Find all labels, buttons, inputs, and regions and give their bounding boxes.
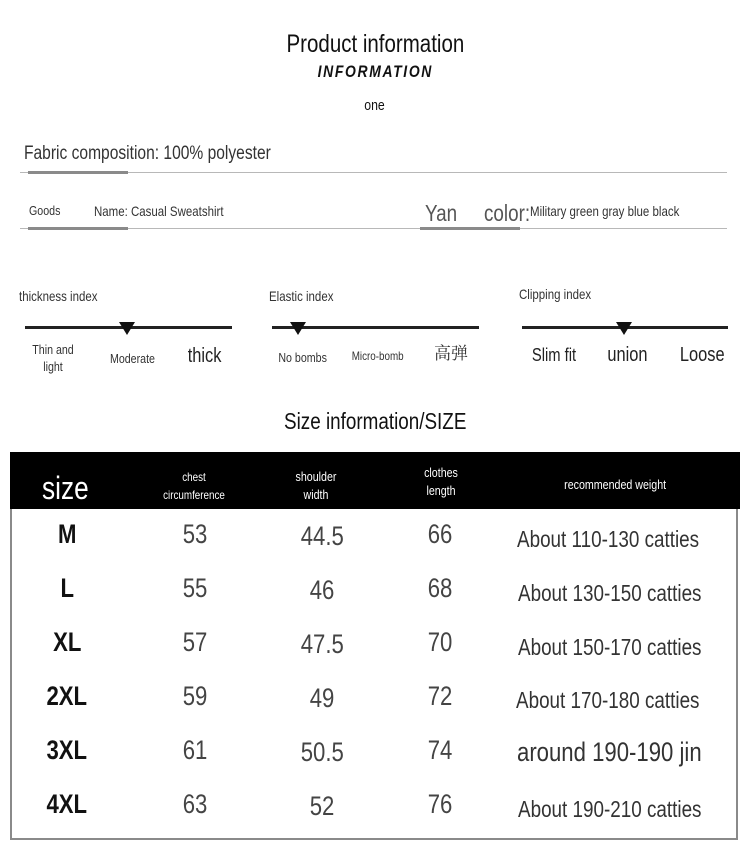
elastic-option: Micro-bomb: [352, 349, 404, 363]
elastic-marker-icon: [290, 322, 306, 335]
clipping-option: Slim fit: [531, 345, 577, 365]
page-subtitle: INFORMATION: [317, 62, 433, 81]
header-weight: recommended weight: [564, 477, 666, 492]
elastic-option: 高弹: [434, 344, 468, 363]
table-row-shoulder: 46: [309, 575, 335, 605]
section-number: one: [364, 97, 386, 114]
table-row-chest: 59: [182, 681, 208, 711]
table-row-weight: around 190-190 jin: [517, 737, 702, 767]
goods-label: Goods: [29, 203, 61, 218]
elastic-index-title: Elastic index: [269, 288, 334, 304]
page-title: Product information: [286, 30, 464, 58]
color-value: Military green gray blue black: [530, 203, 680, 219]
color-label: color:: [484, 200, 531, 226]
table-row-length: 72: [427, 681, 453, 711]
table-row-chest: 57: [182, 627, 208, 657]
header-shoulder: shoulder width: [295, 469, 337, 502]
table-row-length: 68: [427, 573, 453, 603]
clipping-option: Loose: [679, 344, 725, 366]
table-row-weight: About 130-150 catties: [518, 580, 702, 606]
table-row-chest: 53: [182, 519, 208, 549]
header-length: clothes length: [424, 465, 458, 498]
thickness-marker-icon: [119, 322, 135, 335]
thickness-option: thick: [188, 345, 222, 367]
accent-bar: [420, 227, 520, 230]
table-row-size: 2XL: [46, 681, 88, 711]
table-row-size: M: [57, 519, 77, 549]
table-row-length: 70: [427, 627, 453, 657]
table-row-size: L: [60, 573, 74, 603]
table-row-chest: 63: [182, 789, 208, 819]
header-size: size: [42, 470, 89, 506]
table-row-shoulder: 52: [309, 791, 335, 821]
table-row-shoulder: 49: [309, 683, 335, 713]
table-row-chest: 61: [182, 735, 208, 765]
accent-bar: [28, 227, 128, 230]
clipping-marker-icon: [616, 322, 632, 335]
table-row-weight: About 150-170 catties: [518, 634, 702, 660]
clipping-index-title: Clipping index: [519, 286, 592, 302]
header-chest: chest circumference: [163, 470, 225, 502]
table-row-size: 3XL: [46, 735, 88, 765]
table-row-weight: About 170-180 catties: [516, 687, 700, 713]
table-row-size: 4XL: [46, 789, 88, 819]
size-section-title: Size information/SIZE: [283, 408, 467, 434]
table-row-length: 76: [427, 789, 453, 819]
table-row-shoulder: 47.5: [300, 629, 344, 659]
table-row-weight: About 190-210 catties: [518, 796, 702, 822]
table-row-length: 74: [427, 735, 453, 765]
table-row-size: XL: [52, 627, 82, 657]
thickness-option: Moderate: [109, 351, 155, 366]
table-row-shoulder: 44.5: [300, 521, 344, 551]
color-prefix: Yan: [425, 200, 458, 226]
table-row-weight: About 110-130 catties: [517, 526, 700, 552]
accent-bar: [28, 171, 128, 174]
fabric-composition: Fabric composition: 100% polyester: [24, 143, 271, 164]
goods-name: Name: Casual Sweatshirt: [94, 203, 224, 219]
table-row-chest: 55: [182, 573, 208, 603]
table-row-shoulder: 50.5: [300, 737, 344, 767]
clipping-option: union: [606, 344, 648, 366]
thickness-index-title: thickness index: [19, 288, 98, 304]
elastic-option: No bombs: [278, 350, 328, 365]
thickness-option: Thin and light: [32, 342, 74, 374]
table-row-length: 66: [427, 519, 453, 549]
